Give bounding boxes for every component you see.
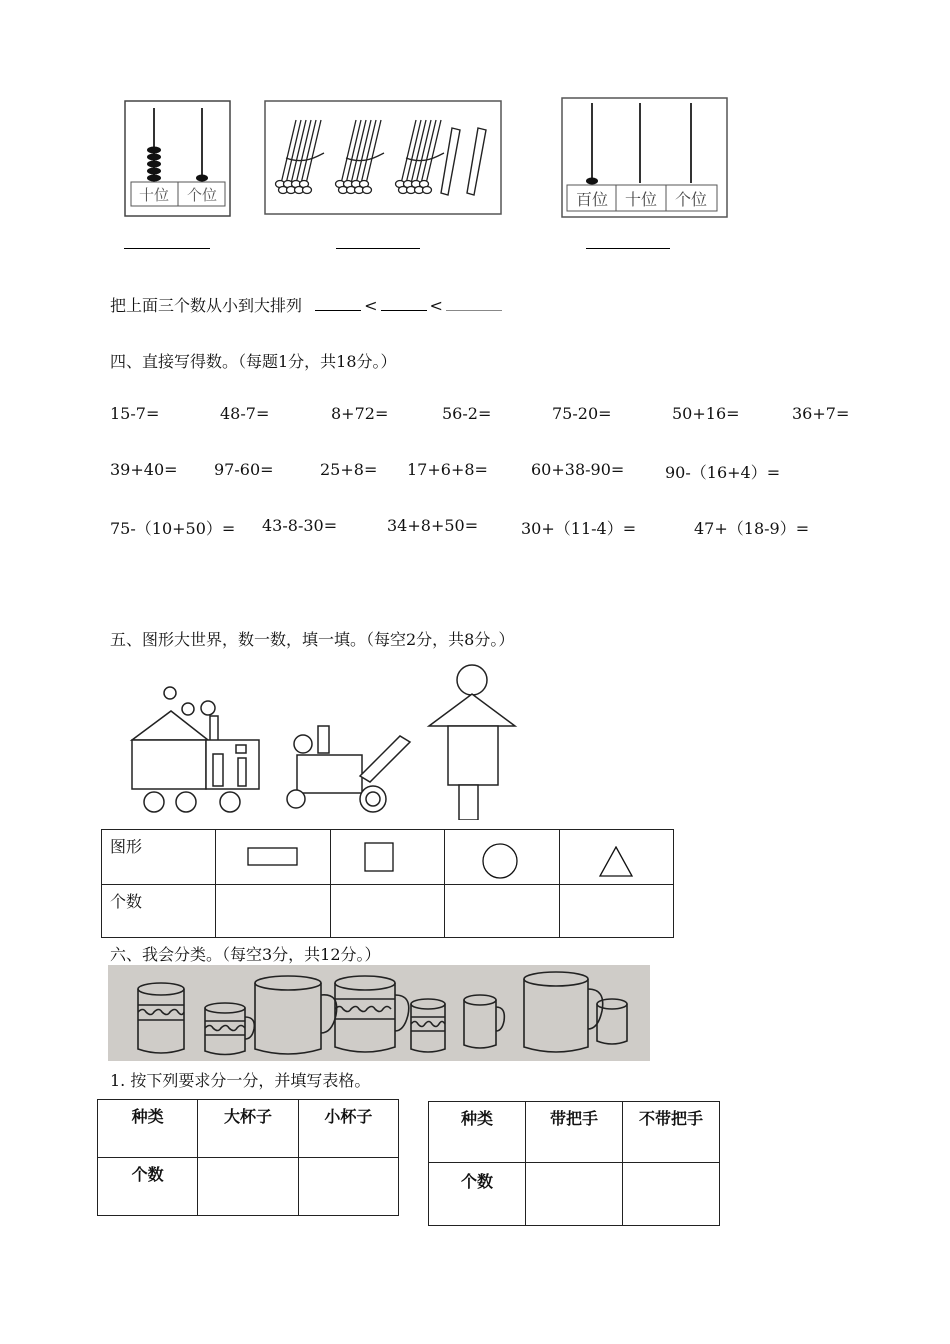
section4-title: 四、直接写得数。（每题1分，共18分。） <box>110 352 397 371</box>
stick-bundle <box>396 120 445 194</box>
answer-blank-3[interactable] <box>586 248 670 249</box>
problem: 75-20= <box>552 404 612 423</box>
row-label-shape: 图形 <box>110 837 143 856</box>
count-cell-circle[interactable] <box>445 885 559 938</box>
problem: 90-（16+4）= <box>665 463 781 482</box>
size-row-count: 个数 <box>131 1165 164 1184</box>
stick-bundles-figure <box>264 100 504 218</box>
handle-header-with: 带把手 <box>549 1109 598 1128</box>
problem: 34+8+50= <box>387 516 479 535</box>
stick-bundle <box>276 120 325 194</box>
row-label-count: 个数 <box>110 892 143 911</box>
size-header-big: 大杯子 <box>223 1107 272 1126</box>
problem: 97-60= <box>214 460 274 479</box>
handle-cell-with[interactable] <box>526 1163 623 1226</box>
section6-sub1: 1. 按下列要求分一分，并填写表格。 <box>110 1071 371 1090</box>
abacus-label-ones2: 个位 <box>674 190 708 209</box>
order-line <box>110 293 502 316</box>
size-table <box>97 1099 399 1216</box>
problem: 43-8-30= <box>262 516 338 535</box>
stick-bundle <box>336 120 385 194</box>
problem: 8+72= <box>331 404 389 423</box>
count-cell-square[interactable] <box>330 885 444 938</box>
answer-blank-1[interactable] <box>124 248 210 249</box>
size-header-small: 小杯子 <box>324 1107 373 1126</box>
square-icon <box>364 842 396 874</box>
shapes-picture <box>128 660 528 820</box>
size-cell-small[interactable] <box>298 1158 398 1216</box>
handle-header-kind: 种类 <box>460 1109 493 1128</box>
problem: 60+38-90= <box>531 460 625 479</box>
handle-header-without: 不带把手 <box>638 1109 703 1128</box>
triangle-icon <box>598 846 634 878</box>
problem: 48-7= <box>220 404 270 423</box>
circle-icon <box>481 842 521 880</box>
count-cell-triangle[interactable] <box>559 885 673 938</box>
order-blank-3[interactable] <box>446 296 502 311</box>
count-cell-rectangle[interactable] <box>216 885 330 938</box>
handle-cell-without[interactable] <box>623 1163 720 1226</box>
handle-table <box>428 1101 720 1226</box>
order-blank-1[interactable] <box>315 296 361 311</box>
answer-blank-2[interactable] <box>336 248 420 249</box>
size-cell-big[interactable] <box>198 1158 298 1216</box>
problem: 15-7= <box>110 404 160 423</box>
problem: 39+40= <box>110 460 178 479</box>
section5-title: 五、图形大世界，数一数，填一填。（每空2分，共8分。） <box>110 630 515 649</box>
size-header-kind: 种类 <box>131 1107 164 1126</box>
problem: 50+16= <box>672 404 740 423</box>
cups-picture <box>108 965 650 1061</box>
rectangle-icon <box>247 844 299 866</box>
shape-count-table <box>101 829 674 938</box>
problem: 75-（10+50）= <box>110 519 236 538</box>
problem: 56-2= <box>442 404 492 423</box>
order-line-text: 把上面三个数从小到大排列 <box>110 296 303 315</box>
problem: 25+8= <box>320 460 378 479</box>
section6-title: 六、我会分类。（每空3分，共12分。） <box>110 945 381 964</box>
abacus-tens-ones <box>124 100 232 218</box>
abacus-label-tens: 十位 <box>138 186 170 204</box>
abacus-hundreds-tens-ones <box>561 97 729 219</box>
less-than-1: < <box>364 296 378 315</box>
abacus-label-hundreds: 百位 <box>575 190 609 209</box>
handle-row-count: 个数 <box>460 1172 493 1191</box>
abacus-label-tens2: 十位 <box>624 190 658 209</box>
problem: 17+6+8= <box>407 460 488 479</box>
less-than-2: < <box>429 296 443 315</box>
abacus-label-ones: 个位 <box>186 186 218 204</box>
problem: 30+（11-4）= <box>521 519 637 538</box>
problem: 47+（18-9）= <box>694 519 810 538</box>
order-blank-2[interactable] <box>381 296 427 311</box>
problem: 36+7= <box>792 404 850 423</box>
